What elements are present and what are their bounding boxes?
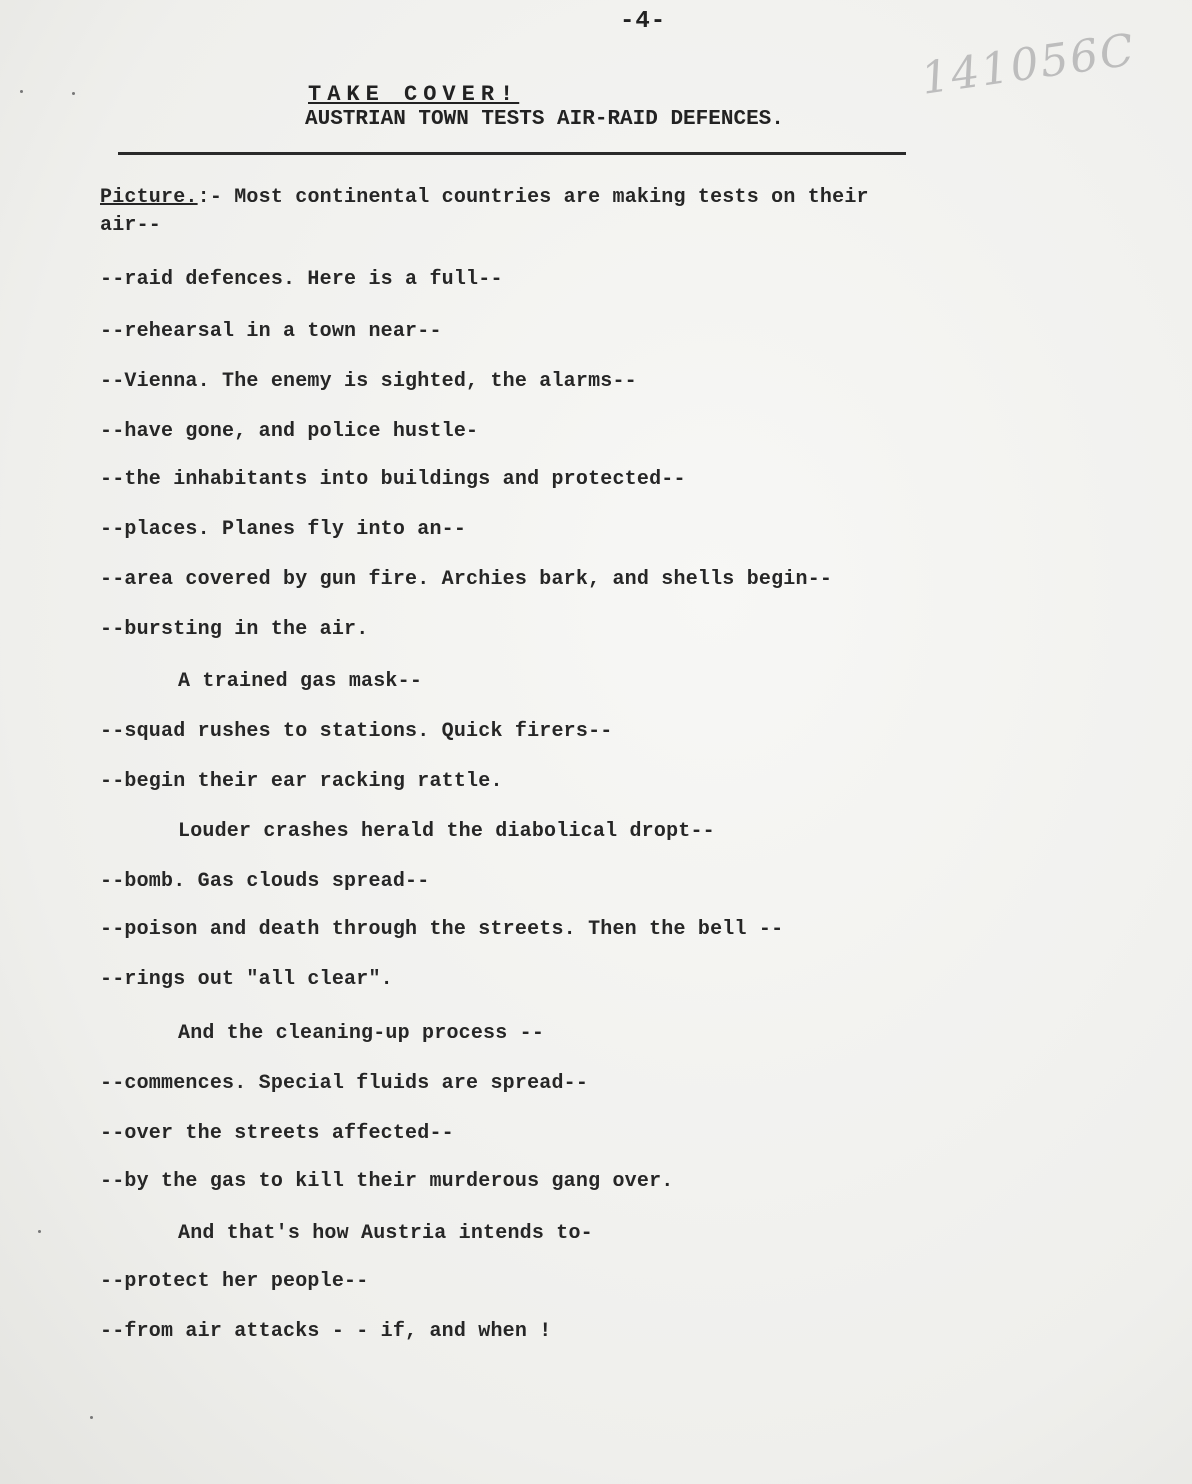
script-line: --bursting in the air. xyxy=(100,618,369,641)
script-line: --rings out "all clear". xyxy=(100,968,393,991)
script-line: A trained gas mask-- xyxy=(178,670,423,693)
script-line: --Vienna. The enemy is sighted, the alarms-- xyxy=(100,370,637,393)
script-line: --places. Planes fly into an-- xyxy=(100,518,467,541)
script-line: air-- xyxy=(100,214,162,237)
paper-speck xyxy=(90,1416,93,1419)
script-line: --protect her people-- xyxy=(100,1270,369,1293)
script-line: --have gone, and police hustle- xyxy=(100,420,479,443)
script-line: And the cleaning-up process -- xyxy=(178,1022,545,1045)
picture-label: Picture. xyxy=(100,186,198,209)
script-line: --by the gas to kill their murderous gang over. xyxy=(100,1170,674,1193)
script-line: --raid defences. Here is a full-- xyxy=(100,268,503,291)
page-number: -4- xyxy=(620,8,667,35)
document-title: TAKE COVER! xyxy=(308,82,520,107)
script-line xyxy=(100,186,869,209)
script-line: --bomb. Gas clouds spread-- xyxy=(100,870,430,893)
script-line: --area covered by gun fire. Archies bark, and shells begin-- xyxy=(100,568,833,591)
script-line: --rehearsal in a town near-- xyxy=(100,320,442,343)
script-line: And that's how Austria intends to- xyxy=(178,1222,593,1245)
script-line: --from air attacks - - if, and when ! xyxy=(100,1320,552,1343)
script-line: --the inhabitants into buildings and protected-- xyxy=(100,468,686,491)
paper-speck xyxy=(72,92,75,95)
document-subtitle: AUSTRIAN TOWN TESTS AIR-RAID DEFENCES. xyxy=(305,108,784,131)
script-line-text: :- Most continental countries are making tests on their xyxy=(197,186,869,209)
handwritten-archive-number: 141056C xyxy=(918,24,1139,105)
script-line: Louder crashes herald the diabolical dropt-- xyxy=(178,820,715,843)
script-line: --begin their ear racking rattle. xyxy=(100,770,503,793)
script-line: --squad rushes to stations. Quick firers-- xyxy=(100,720,613,743)
script-line: --poison and death through the streets. Then the bell -- xyxy=(100,918,784,941)
paper-speck xyxy=(20,90,23,93)
script-line: --commences. Special fluids are spread-- xyxy=(100,1072,589,1095)
paper-speck xyxy=(38,1230,41,1233)
script-line: --over the streets affected-- xyxy=(100,1122,454,1145)
